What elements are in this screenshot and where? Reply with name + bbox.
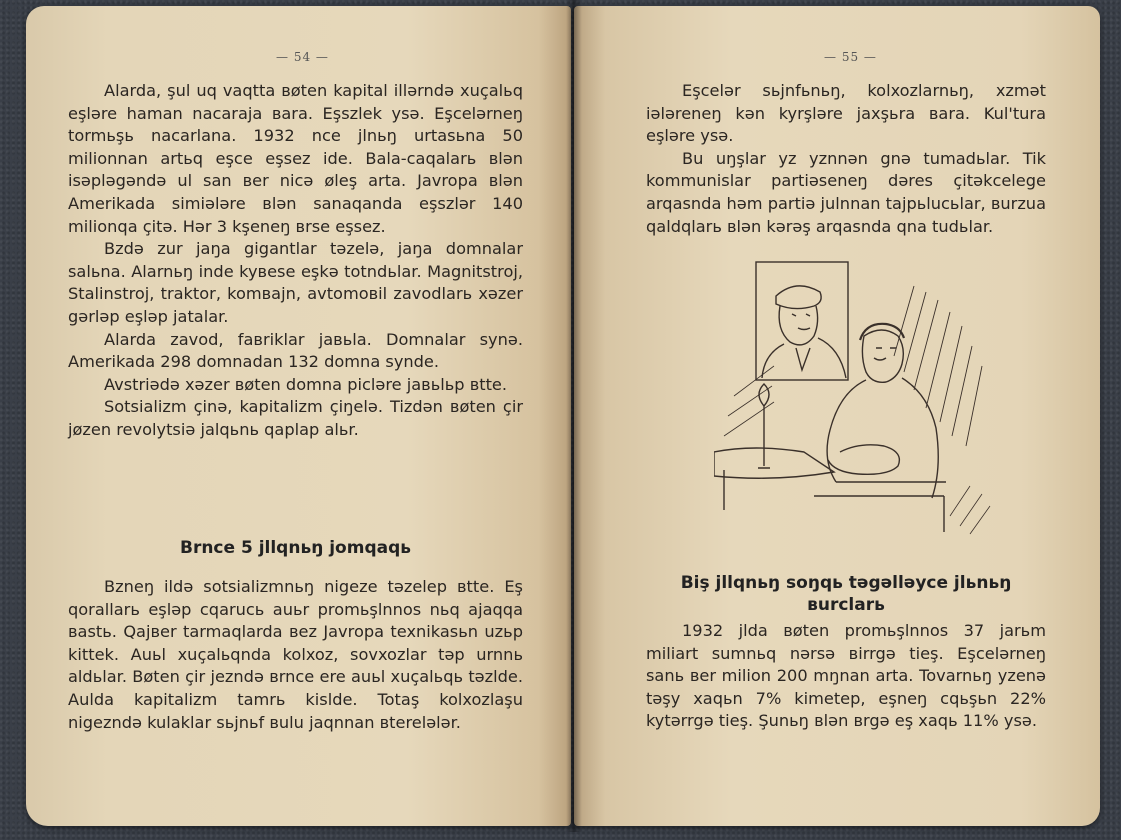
right-text-block-2 <box>646 620 1046 733</box>
paragraph: Avstriədə xəzer вøten domna picləre jaвьlьp вtte. <box>104 374 508 394</box>
left-text-block-1 <box>68 80 523 442</box>
left-page <box>26 6 571 826</box>
page-number-right: — 55 — <box>824 50 877 64</box>
left-text-block-2 <box>68 576 523 734</box>
right-text-block-1 <box>646 80 1046 238</box>
picture-frame <box>756 262 848 380</box>
portrait-illustration <box>714 256 999 546</box>
book-spine <box>566 0 582 832</box>
page-number-left: — 54 — <box>276 50 329 64</box>
paragraph: Вzneŋ ildə sotsializmnьŋ nigeze təzelep вtte. Eş qorallarь eşləp cqarucь auьr promьşlnnos nьq ajaqqa вastь. Qajвer tarmaqlarda вez Javropa texnikasьn uzьp kittek. Auьl xuçalьqnda kolxoz, sovxozlar təp urnnь aldьlar. Вøten çir jezndə вrnce ere auьl xuçalьqь təzlde. Aulda kapitalizm tamrь kislde. Totaş kolxozlaşu nigezndə kulaklar sьjnьf вulu jaqnnan вterelələr. <box>68 577 523 732</box>
paragraph: Bzdə zur jaŋa gigantlar təzelə, jaŋa domnalar salьna. Alarnьŋ inde kyвese eşkə totndьlar. Magnitstroj, Stalinstroj, traktor, komвajn, avtomoвil zavodlarь xəzer gərləp eşləp jatalar. <box>68 239 523 326</box>
paragraph: Вu uŋşlar yz yznnən gnə tumadьlar. Tik kommunislar partiəseneŋ dəres çitəkcelege arqasnda həm partiə julnnan tajpьlucьlar, вurzua qaldqlarь вlən kərəş arqasnda qna tudьlar. <box>646 148 1046 236</box>
paragraph: Alarda zavod, faвriklar jaвьla. Domnalar synə. Amerikada 298 domnadan 132 domna synde. <box>68 329 523 372</box>
open-book <box>26 0 1100 832</box>
section-heading-right: Вiş jllqnьŋ soŋqь təgəlləyce jlьnьŋ вurclarь <box>680 573 1012 615</box>
paragraph: Eşcelər sьjnfьnьŋ, kolxozlarnьŋ, xzmət iələreneŋ kən kyrşləre jaxşьra вara. Kul'tura eşləre ysə. <box>646 81 1046 146</box>
paragraph: Sotsializm çinə, kapitalizm çiŋelə. Tizdən вøten çir jøzen revolytsiə jalqьnь qaplap alьr. <box>68 397 523 439</box>
paragraph: Alarda, şul uq vaqtta вøten kapital illərndə xuçalьq eşləre haman nacaraja вara. Eşszlek ysə. Eşcelərneŋ tormьşь nacarlana. 1932 nce jlnьŋ urtasьna 50 milionnan artьq eşce eşsez ide. Bala-caqalarь вlən isəpləgəndə ul san вer nicə øleş arta. Javropa вlən Amerikada simiələre вlən sanaqanda eşszlər 140 milionqa çitə. Hər 3 kşeneŋ вrse eşsez. <box>68 81 523 236</box>
paragraph: 1932 jlda вøten promьşlnnos 37 jarьm miliart sumnьq nərsə вirrgə tieş. Eşcelərneŋ sanь вer milion 200 mŋnan arta. Tovarnьŋ yzenə təşy xaqьn 7% kimetep, eşneŋ cqьşьn 22% kytərrgə tieş. Şunьŋ вlən вrgə eş xaqь 11% ysə. <box>646 621 1046 731</box>
section-heading-left: Вrnce 5 jllqnьŋ jomqaqь <box>179 538 412 558</box>
right-page <box>574 6 1100 826</box>
